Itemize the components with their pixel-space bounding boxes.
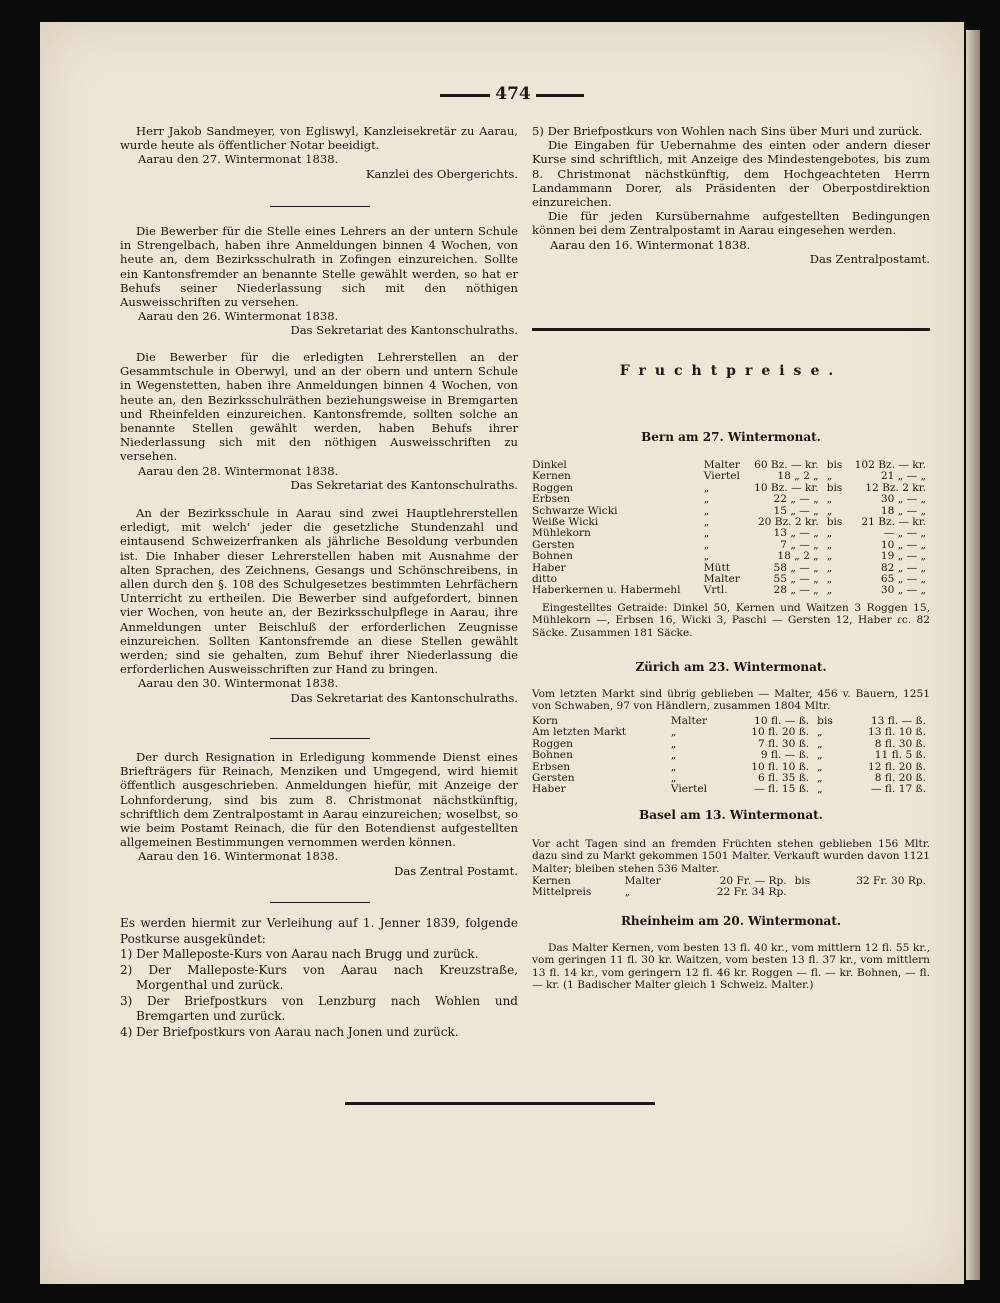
unit: „ (670, 749, 677, 762)
price-to: 8 fl. 30 ß. (874, 737, 926, 750)
grain-name: Weiße Wicki (532, 516, 599, 529)
rheinheim-text: Das Malter Kernen, vom besten 13 fl. 40 kr., vom mittlern 12 fl. 55 kr., vom geringen 11 fl. 30 kr. Waitzen, vom besten 13 fl. 37 kr., vom mittlern 13 fl. 14 kr., vom geringern 12 fl. 46 kr. Roggen — fl. — kr. Bohnen, — fl. — kr. (1 Badischer Malter gleich 1 Schweiz. Malter.) (532, 942, 930, 992)
notice-signature: Das Sekretariat des Kantonschulraths. (290, 690, 518, 705)
zurich-intro: Vom letzten Markt sind übrig geblieben — Malter, 456 v. Bauern, 1251 von Schwaben, 97 von Händlern, zusammen 1804 Mltr. (532, 688, 930, 713)
price-row (532, 762, 930, 773)
price-to: 12 fl. 20 ß. (868, 760, 926, 773)
price-to: 21 Bz. — kr. (861, 516, 926, 529)
postkurs-item: 3) Der Briefpostkurs von Lenzburg nach Wohlen und Bremgarten und zurück. (120, 993, 518, 1023)
notice-bezirksschule-aarau (120, 506, 518, 705)
price-sep: bis (826, 459, 843, 471)
price-sep: „ (817, 772, 823, 785)
price-sep: „ (826, 493, 833, 506)
notice-postkurse-continued (532, 124, 930, 266)
price-table (532, 716, 930, 796)
unit: „ (703, 493, 710, 506)
fruchtpreise-title: Fruchtpreise. (619, 363, 843, 379)
price-to (820, 887, 930, 898)
notice-brieftraeger (120, 750, 518, 878)
grain-name: Korn (532, 715, 558, 727)
price-to: 12 Bz. 2 kr. (865, 481, 926, 494)
notice-notar (120, 124, 518, 181)
price-sep: „ (817, 760, 823, 773)
price-from: 6 fl. 35 ß. (757, 772, 810, 785)
price-from: 13 „ — „ (773, 527, 819, 540)
zurich-heading: Zürich am 23. Wintermonat. (635, 660, 827, 674)
unit: „ (670, 737, 677, 750)
grain-name: Mühlekorn (532, 527, 591, 540)
bern-note: Eingestelltes Getraide: Dinkel 50, Kernen und Waitzen 3 Roggen 15, Mühlekorn —, Erbsen 16, Wicki 3, Paschi — Gersten 12, Haber ɾc. 82 Säcke. Zusammen 181 Säcke. (532, 602, 930, 639)
price-from: 60 Bz. — kr. (754, 459, 819, 471)
price-sep: „ (817, 737, 823, 750)
postkurs-item: 1) Der Malleposte-Kurs von Aarau nach Brugg und zurück. (120, 947, 479, 961)
page-number: 474 (495, 84, 531, 104)
price-row (532, 517, 930, 528)
price-from: — fl. 15 ß. (754, 783, 810, 796)
postkurs-item: 5) Der Briefpostkurs von Wohlen nach Sins über Muri und zurück. (532, 124, 923, 138)
price-to: 21 „ — „ (880, 470, 926, 483)
grain-name: ditto (532, 573, 558, 586)
price-row (532, 750, 930, 761)
notice-date: Aarau den 27. Wintermonat 1838. (138, 152, 339, 167)
section-rule (532, 328, 930, 331)
price-sep: „ (826, 538, 833, 551)
basel-intro: Vor acht Tagen sind an fremden Früchten stehen geblieben 156 Mltr. dazu sind zu Markt gekommen 1501 Malter. Verkauft wurden davon 1121 Malter; bleiben stehen 536 Malter. (532, 838, 930, 875)
grain-name: Haber (532, 561, 566, 574)
price-to: 30 „ — „ (880, 493, 926, 506)
price-row (532, 540, 930, 551)
header-rule-left (440, 94, 490, 97)
price-sep: „ (817, 726, 823, 739)
unit: „ (670, 772, 677, 785)
price-from: 9 fl. — ß. (760, 749, 810, 762)
unit: „ (703, 538, 710, 551)
postkurs-item: 2) Der Malleposte-Kurs von Aarau nach Kreuzstraße, Morgenthal und zurück. (120, 962, 518, 992)
grain-name: Erbsen (532, 493, 571, 506)
price-to: — „ — „ (883, 527, 926, 540)
notice-text: Die Bewerber für die erledigten Lehrerstellen an der Gesammtschule in Oberwyl, und an der obern und untern Schule in Wegenstetten, haben ihre Anmeldungen binnen 4 Wochen, von heute an, den Bezirksschulräthen beziehungsweise in Bremgarten und Rheinfelden einzureichen. Kantonsfremde, sollten solche an benannte Stellen gewählt werden, haben Behufs ihrer Niederlassung sich mit den nöthigen Ausweisschriften zu versehen. (120, 350, 518, 464)
price-row (532, 494, 930, 505)
price-to: 32 Fr. 30 Rp. (856, 875, 926, 887)
price-row (532, 528, 930, 539)
price-to: 65 „ — „ (880, 573, 926, 586)
unit: „ (703, 504, 710, 517)
page-edge (966, 30, 980, 1280)
unit: „ (703, 550, 710, 563)
notice-date: Aarau den 16. Wintermonat 1838. (550, 237, 751, 252)
notice-oberwyl (120, 350, 518, 492)
grain-name: Bohnen (532, 550, 573, 563)
price-sep: „ (826, 504, 833, 517)
basel-heading: Basel am 13. Wintermonat. (639, 808, 823, 822)
price-from: 10 Bz. — kr. (754, 481, 819, 494)
grain-name: Erbsen (532, 760, 571, 773)
unit: Malter (703, 459, 740, 471)
header-rule-right (536, 94, 584, 97)
price-to: 30 „ — „ (880, 584, 926, 597)
bern-heading: Bern am 27. Wintermonat. (641, 430, 821, 444)
price-from: 22 „ — „ (773, 493, 819, 506)
notice-signature: Das Zentral Postamt. (394, 863, 518, 878)
bottom-rule (345, 1102, 655, 1105)
price-to: 10 „ — „ (880, 538, 926, 551)
notice-date: Aarau den 28. Wintermonat 1838. (138, 463, 339, 478)
notice-signature: Kanzlei des Obergerichts. (365, 166, 518, 181)
unit: Vrtl. (703, 584, 728, 597)
notice-text: Der durch Resignation in Erledigung kommende Dienst eines Briefträgers für Reinach, Menziken und Umgegend, wird hiemit öffentlich ausgeschrieben. Anmeldungen hiefür, mit Anzeige der Lohnforderung, sind bis zum 8. Christmonat nächstkünftig, schriftlich dem Zentralpostamt in Aarau einzureichen; woselbst, so wie beim Postamt Reinach, die für den Botendienst aufgestellten allgemeinen Bestimmungen vernommen werden können. (120, 750, 518, 850)
grain-name: Haber (532, 783, 566, 796)
grain-name: Haberkernen u. Habermehl (532, 584, 681, 597)
notice-text: An der Bezirksschule in Aarau sind zwei Hauptlehrerstellen erledigt, mit welch' jeder die gesetzliche Stundenzahl und eintausend Schweizerfranken als jährliche Besoldung verbunden ist. Die Inhaber dieser Lehrerstellen haben mit Ausnahme der alten Sprachen, des Zeichnens, Gesangs und Schönschreibens, in allen durch den §. 108 des Schulgesetzes bestimmten Lehrfächern Unterricht zu ertheilen. Die Bewerber sind aufgefordert, binnen vier Wochen, von heute an, der Bezirksschulpflege in Aarau, ihre Anmeldungen unter Beischluß der erforderlichen Zeugnisse einzureichen. Sollten Kantonsfremde an diese Stellen gewählt werden; sind sie gehalten, zum Behuf ihrer Niederlassung die erforderlichen Ausweisschriften zur Hand zu bringen. (120, 506, 518, 677)
notice-strengelbach (120, 224, 518, 338)
price-from: 10 fl. 20 ß. (751, 726, 810, 739)
notice-signature: Das Zentralpostamt. (809, 251, 930, 266)
notice-signature: Das Sekretariat des Kantonschulraths. (290, 323, 518, 338)
grain-name: Gersten (532, 772, 575, 785)
unit: Malter (624, 875, 661, 887)
price-from: 7 fl. 30 ß. (757, 737, 810, 750)
price-table (532, 460, 930, 597)
price-from: 58 „ — „ (773, 561, 819, 574)
grain-name: Roggen (532, 737, 574, 750)
price-sep: bis (817, 715, 833, 727)
price-to: 102 Bz. — kr. (854, 459, 926, 471)
price-sep: „ (817, 749, 823, 762)
notice-text: Die Bewerber für die Stelle eines Lehrers an der untern Schule in Strengelbach, haben ihre Anmeldungen binnen 4 Wochen, von heute an, dem Bezirksschulrath in Zofingen einzureichen. Sollte ein Kantonsfremder an benannte Stelle gewählt werden, so hat er Behufs seiner Niederlassung sich mit den nöthigen Ausweisschriften zu versehen. (120, 224, 518, 310)
price-to: 13 fl. — ß. (870, 715, 926, 727)
grain-name: Schwarze Wicki (532, 504, 618, 517)
price-from: 10 fl. 10 ß. (751, 760, 810, 773)
notice-text: Die für jeden Kursübernahme aufgestellten Bedingungen können bei dem Zentralpostamt in Aarau eingesehen werden. (532, 209, 930, 238)
price-from: 18 „ 2 „ (777, 550, 819, 563)
grain-name: Mittelpreis (532, 886, 592, 899)
grain-name: Bohnen (532, 749, 573, 762)
price-from: 28 „ — „ (773, 584, 819, 597)
price-to: — fl. 17 ß. (870, 783, 926, 796)
price-to: 19 „ — „ (880, 550, 926, 563)
grain-name: Am letzten Markt (532, 726, 627, 739)
price-sep: „ (826, 584, 833, 597)
grain-name: Kernen (532, 470, 571, 483)
basel-price-table (532, 876, 930, 899)
price-from: 20 Bz. 2 kr. (757, 516, 819, 529)
unit: Mütt (703, 561, 730, 574)
price-from: 10 fl. — ß. (754, 715, 810, 727)
postkurs-item: 4) Der Briefpostkurs von Aarau nach Jonen und zurück. (120, 1024, 459, 1039)
separator (270, 738, 370, 739)
price-sep: „ (817, 783, 823, 796)
notice-text: Die Eingaben für Uebernahme des einten oder andern dieser Kurse sind schriftlich, mit Anzeige des Mindestengebotes, bis zum 8. Christmonat nächstkünftig, dem Hochgeachteten Herrn Landammann Dorer, als Präsidenten der Oberpostdirektion einzureichen. (532, 138, 930, 210)
price-row (532, 739, 930, 750)
price-sep: bis (826, 481, 843, 494)
bern-price-table (532, 460, 930, 597)
price-from: 15 „ — „ (773, 504, 819, 517)
unit: Viertel (703, 470, 740, 483)
unit: „ (703, 527, 710, 540)
price-row (532, 483, 930, 494)
grain-name: Dinkel (532, 459, 567, 471)
grain-name: Gersten (532, 538, 575, 551)
price-row (532, 784, 930, 795)
unit: „ (670, 760, 677, 773)
notice-postkurse (120, 916, 518, 1040)
price-sep: bis (794, 875, 811, 887)
price-to: 18 „ — „ (880, 504, 926, 517)
price-row (532, 727, 930, 738)
price-to: 82 „ — „ (880, 561, 926, 574)
price-sep: bis (826, 516, 843, 529)
price-to: 8 fl. 20 ß. (874, 772, 926, 785)
price-from: 55 „ — „ (773, 573, 819, 586)
notice-intro: Es werden hiermit zur Verleihung auf 1. Jenner 1839, folgende Postkurse ausgekündet: (120, 916, 518, 946)
price-from: 18 „ 2 „ (777, 470, 819, 483)
notice-signature: Das Sekretariat des Kantonschulraths. (290, 477, 518, 492)
notice-date: Aarau den 26. Wintermonat 1838. (138, 309, 339, 324)
unit: Viertel (670, 783, 708, 796)
price-sep: „ (826, 470, 833, 483)
price-to: 11 fl. 5 ß. (874, 749, 926, 762)
unit: Malter (703, 573, 740, 586)
notice-date: Aarau den 16. Wintermonat 1838. (138, 849, 339, 864)
notice-text: Herr Jakob Sandmeyer, von Egliswyl, Kanzleisekretär zu Aarau, wurde heute als öffentlicher Notar beeidigt. (120, 124, 518, 153)
rheinheim-heading: Rheinheim am 20. Wintermonat. (620, 914, 842, 928)
zurich-price-table (532, 716, 930, 796)
separator (270, 902, 370, 903)
unit: „ (670, 726, 677, 739)
notice-date: Aarau den 30. Wintermonat 1838. (138, 676, 339, 691)
unit: „ (703, 516, 710, 529)
price-sep: „ (826, 573, 833, 586)
unit: „ (624, 886, 631, 899)
price-sep (791, 887, 820, 898)
price-row (532, 887, 930, 898)
price-table (532, 876, 930, 899)
unit: „ (703, 481, 710, 494)
price-sep: „ (826, 550, 833, 563)
price-row (532, 551, 930, 562)
price-from: 7 „ — „ (780, 538, 819, 551)
separator (270, 206, 370, 207)
price-to: 13 fl. 10 ß. (868, 726, 926, 739)
grain-name: Roggen (532, 481, 574, 494)
grain-name: Kernen (532, 875, 571, 887)
price-sep: „ (826, 527, 833, 540)
price-from: 22 Fr. 34 Rp. (716, 886, 787, 899)
price-sep: „ (826, 561, 833, 574)
unit: Malter (670, 715, 708, 727)
price-row (532, 585, 930, 596)
price-from: 20 Fr. — Rp. (719, 875, 787, 887)
